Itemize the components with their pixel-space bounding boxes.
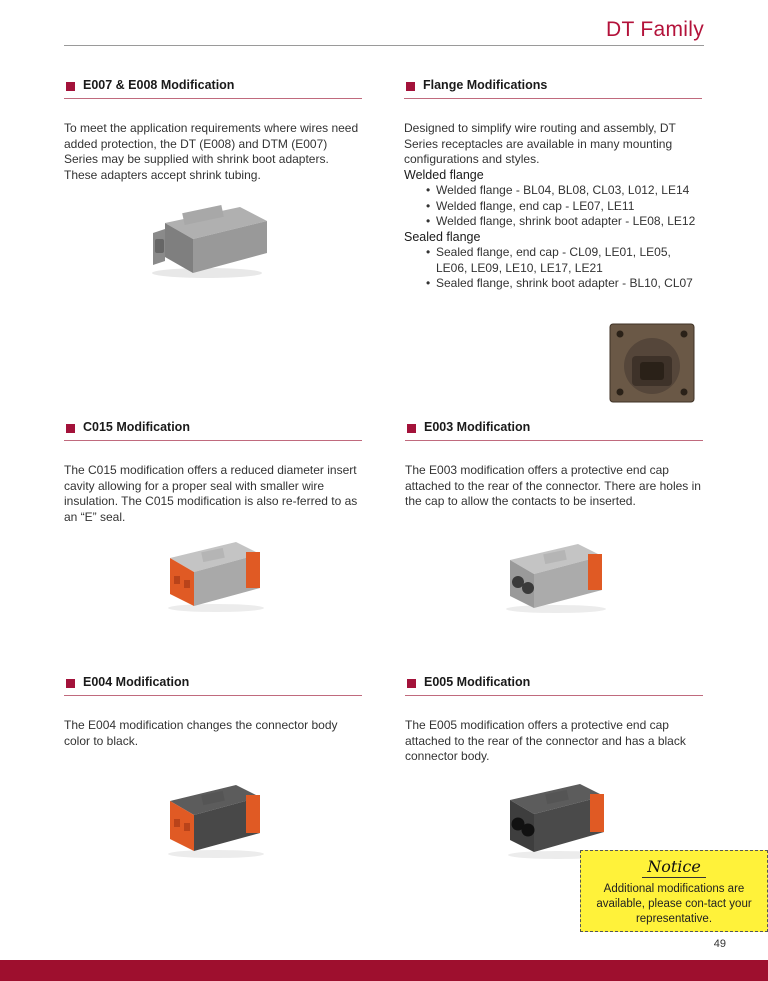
- page-number: 49: [713, 938, 726, 950]
- flange-intro: Designed to simplify wire routing and assembly, DT Series receptacles are available in many mounting configurations and styles.: [404, 121, 676, 166]
- grey-connector-orange-wedge-image: [158, 532, 268, 612]
- section-e007-e008: [64, 78, 362, 183]
- list-item: • Welded flange - BL04, BL08, CL03, L012, LE14: [426, 183, 702, 199]
- section-body: The C015 modification offers a reduced diameter insert cavity allowing for a proper seal with smaller wire insulation. The C015 modification is also re-ferred to as an “E” seal.: [64, 463, 358, 524]
- section-body: The E005 modification offers a protective end cap attached to the rear of the connector and has a black connector body.: [405, 718, 686, 763]
- section-c015: [64, 420, 362, 525]
- section-title: E004 Modification: [83, 675, 190, 689]
- section-body: [404, 121, 702, 292]
- section-e004: [64, 675, 362, 749]
- grey-connector-end-cap-image: [498, 532, 610, 614]
- welded-flange-heading: Welded flange: [404, 167, 484, 182]
- brown-flange-receptacle-image: [606, 320, 704, 406]
- footer-bar: [0, 960, 768, 981]
- bullet-square-icon: [66, 679, 75, 688]
- section-header: [64, 78, 362, 99]
- list-item: • Sealed flange, end cap - CL09, LE01, LE05, LE06, LE09, LE10, LE17, LE21: [426, 245, 702, 276]
- section-title: Flange Modifications: [423, 78, 548, 92]
- section-title: E003 Modification: [424, 420, 531, 434]
- bullet-square-icon: [407, 679, 416, 688]
- sealed-flange-heading: Sealed flange: [404, 229, 481, 244]
- black-connector-end-cap-image: [500, 770, 612, 860]
- black-connector-orange-wedge-image: [158, 773, 268, 859]
- section-header: [64, 675, 362, 696]
- section-header: [404, 78, 702, 99]
- title-rule: [64, 45, 704, 46]
- list-item: • Welded flange, shrink boot adapter - LE08, LE12: [426, 214, 702, 230]
- grey-shrink-boot-connector-image: [145, 195, 275, 280]
- welded-flange-list: [404, 183, 702, 230]
- notice-box: [580, 850, 768, 932]
- section-e005: [405, 675, 703, 765]
- section-title: E007 & E008 Modification: [83, 78, 235, 92]
- bullet-square-icon: [66, 82, 75, 91]
- list-item: • Welded flange, end cap - LE07, LE11: [426, 199, 702, 215]
- notice-title: Notice: [647, 857, 701, 876]
- section-title: E005 Modification: [424, 675, 531, 689]
- section-body: The E004 modification changes the connector body color to black.: [64, 718, 338, 748]
- section-body: The E003 modification offers a protective end cap attached to the rear of the connector. There are holes in the cap to allow the contacts to be inserted.: [405, 463, 701, 508]
- section-e003: [405, 420, 703, 510]
- section-flange: [404, 78, 702, 292]
- section-header: [64, 420, 362, 441]
- section-body: To meet the application requirements where wires need added protection, the DT (E008) and DTM (E007) Series may be supplied with shrink boot adapters. These adapters accept shrink tubing.: [64, 121, 359, 182]
- bullet-square-icon: [66, 424, 75, 433]
- section-header: [405, 675, 703, 696]
- list-item: • Sealed flange, shrink boot adapter - BL10, CL07: [426, 276, 702, 292]
- page-title: DT Family: [606, 18, 704, 41]
- bullet-square-icon: [407, 424, 416, 433]
- sealed-flange-list: [404, 245, 702, 292]
- notice-body: Additional modifications are available, please con-tact your representative.: [596, 883, 752, 925]
- section-title: C015 Modification: [83, 420, 190, 434]
- section-header: [405, 420, 703, 441]
- bullet-square-icon: [406, 82, 415, 91]
- notice-rule: [642, 877, 706, 878]
